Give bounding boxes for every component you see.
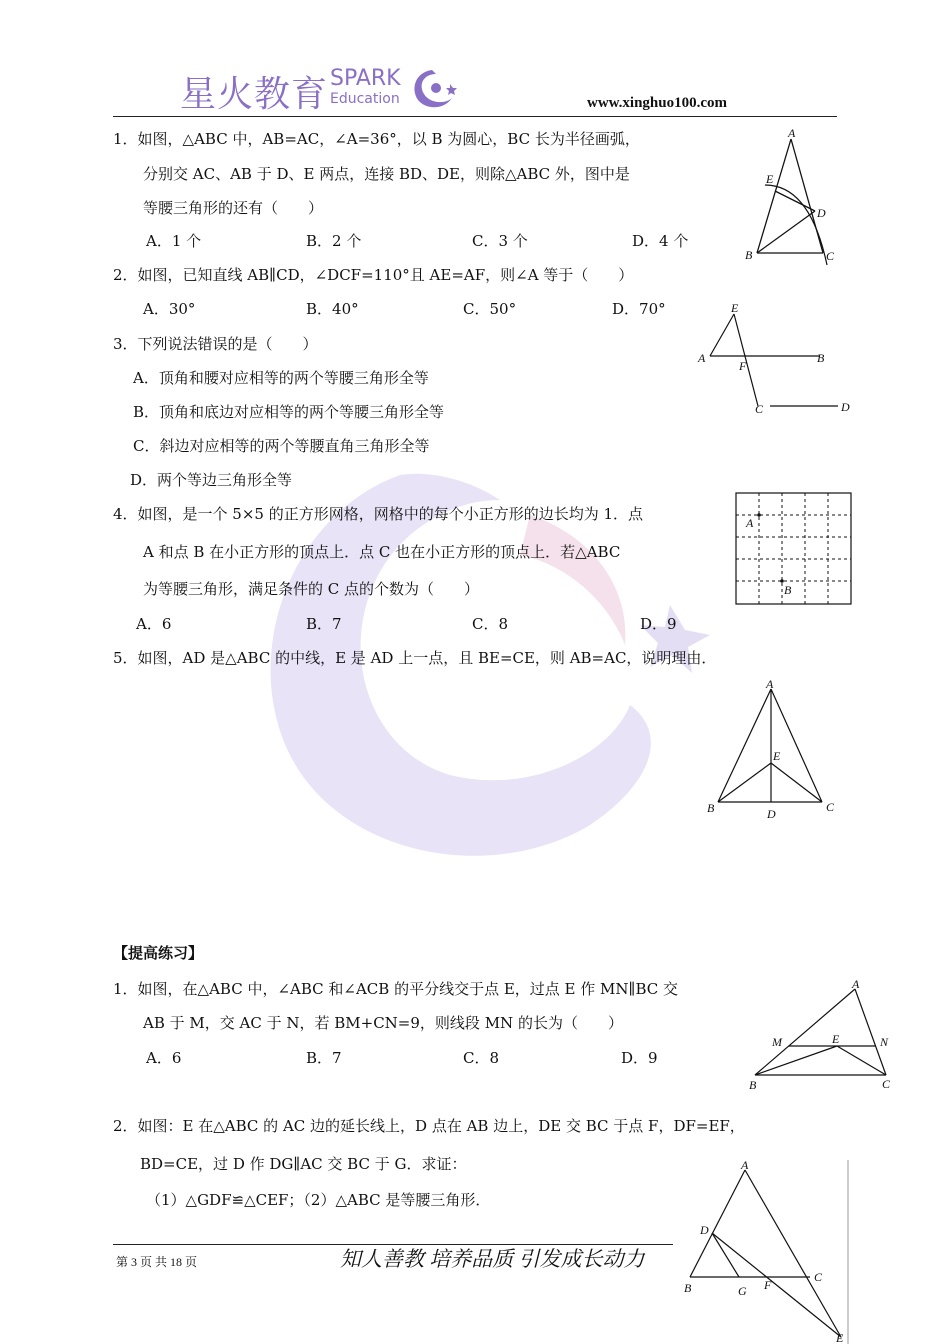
q2-option-b[interactable]: B．40° bbox=[306, 300, 359, 318]
website-url[interactable]: www.xinghuo100.com bbox=[587, 95, 728, 111]
q2-option-c[interactable]: C．50° bbox=[463, 300, 517, 318]
adv-q1-option-d[interactable]: D．9 bbox=[621, 1049, 658, 1067]
q1-option-d[interactable]: D．4 个 bbox=[632, 232, 689, 250]
adv-q2-label-a: A bbox=[741, 1158, 749, 1172]
q4-line3: 为等腰三角形，满足条件的 C 点的个数为（ ） bbox=[143, 580, 480, 598]
q1-option-b[interactable]: B．2 个 bbox=[306, 232, 362, 250]
adv-q1-line2: AB 于 M，交 AC 于 N，若 BM+CN=9，则线段 MN 的长为（ ） bbox=[143, 1014, 623, 1032]
q1-option-a[interactable]: A．1 个 bbox=[146, 232, 202, 250]
adv-q2-line2: BD=CE，过 D 作 DG∥AC 交 BC 于 G．求证： bbox=[140, 1155, 467, 1173]
adv-q1-option-b[interactable]: B．7 bbox=[306, 1049, 342, 1067]
q4-option-b[interactable]: B．7 bbox=[306, 615, 342, 633]
adv-q2-label-e: E bbox=[836, 1331, 844, 1344]
q2-label-c: C bbox=[755, 402, 764, 416]
q3-option-d[interactable]: D．两个等边三角形全等 bbox=[130, 471, 293, 489]
q2-label-f: F bbox=[739, 359, 747, 373]
footer-slogan: 知人善教 培养品质 引发成长动力 bbox=[340, 1247, 645, 1271]
header-divider bbox=[113, 116, 837, 117]
spark-swirl-icon bbox=[406, 66, 458, 112]
logo-chinese: 星火教育 bbox=[180, 74, 329, 115]
q1-line3: 等腰三角形的还有（ ） bbox=[143, 199, 324, 217]
q4-line2: A 和点 B 在小正方形的顶点上．点 C 也在小正方形的顶点上．若△ABC bbox=[143, 543, 621, 561]
q3-option-b[interactable]: B．顶角和底边对应相等的两个等腰三角形全等 bbox=[133, 403, 445, 421]
q2-label-b: B bbox=[817, 351, 825, 365]
q1-line2: 分别交 AC、AB 于 D、E 两点，连接 BD、DE，则除△ABC 外，图中是 bbox=[143, 165, 630, 183]
q1-option-c[interactable]: C．3 个 bbox=[472, 232, 528, 250]
adv-q2-line3: （1）△GDF≌△CEF；（2）△ABC 是等腰三角形． bbox=[146, 1191, 491, 1209]
q5-figure bbox=[700, 675, 845, 825]
q1-label-c: C bbox=[826, 249, 835, 263]
q1-figure bbox=[735, 125, 845, 270]
q4-label-b: B bbox=[784, 583, 792, 597]
q1-label-d: D bbox=[817, 206, 826, 220]
q1-label-e: E bbox=[766, 172, 774, 186]
logo-spark: SPARK bbox=[330, 66, 401, 91]
adv-q2-label-f: F bbox=[764, 1278, 772, 1292]
q2-label-a: A bbox=[698, 351, 706, 365]
q4-grid-figure bbox=[733, 490, 855, 608]
q4-option-d[interactable]: D．9 bbox=[640, 615, 677, 633]
logo-education: Education bbox=[330, 91, 400, 107]
adv-q1-figure bbox=[745, 975, 900, 1095]
q4-option-c[interactable]: C．8 bbox=[472, 615, 509, 633]
adv-q2-line1: 2．如图：E 在△ABC 的 AC 边的延长线上，D 点在 AB 边上，DE 交 BC 于点 F，DF=EF， bbox=[113, 1117, 745, 1135]
q2-option-a[interactable]: A．30° bbox=[143, 300, 196, 318]
q1-label-b: B bbox=[745, 248, 753, 262]
adv-q1-label-b: B bbox=[749, 1078, 757, 1092]
q5-label-b: B bbox=[707, 801, 715, 815]
section-title-advanced: 【提高练习】 bbox=[113, 944, 204, 962]
q5-label-d: D bbox=[767, 807, 776, 821]
adv-q2-label-c: C bbox=[814, 1270, 823, 1284]
page-number: 第 3 页 共 18 页 bbox=[116, 1255, 198, 1269]
adv-q1-label-m: M bbox=[772, 1035, 782, 1049]
adv-q1-label-e: E bbox=[832, 1032, 840, 1046]
adv-q2-label-g: G bbox=[738, 1284, 747, 1298]
q5-line1: 5．如图，AD 是△ABC 的中线，E 是 AD 上一点，且 BE=CE，则 AB=AC，说明理由． bbox=[113, 649, 717, 667]
adv-q1-label-c: C bbox=[882, 1077, 891, 1091]
q4-option-a[interactable]: A．6 bbox=[136, 615, 172, 633]
q2-figure bbox=[690, 300, 860, 425]
q5-label-c: C bbox=[826, 800, 835, 814]
q1-line1: 1．如图，△ABC 中，AB=AC，∠A=36°，以 B 为圆心，BC 长为半径画弧， bbox=[113, 130, 640, 148]
adv-q2-label-d: D bbox=[700, 1223, 709, 1237]
q3-option-c[interactable]: C．斜边对应相等的两个等腰直角三角形全等 bbox=[133, 437, 430, 455]
adv-q1-option-a[interactable]: A．6 bbox=[146, 1049, 182, 1067]
adv-q2-label-b: B bbox=[684, 1281, 692, 1295]
q5-label-e: E bbox=[773, 749, 781, 763]
q2-label-e: E bbox=[731, 301, 739, 315]
q4-line1: 4．如图，是一个 5×5 的正方形网格，网格中的每个小正方形的边长均为 1．点 bbox=[113, 505, 644, 523]
adv-q1-label-n: N bbox=[880, 1035, 889, 1049]
q3-option-a[interactable]: A．顶角和腰对应相等的两个等腰三角形全等 bbox=[133, 369, 429, 387]
adv-q1-line1: 1．如图，在△ABC 中，∠ABC 和∠ACB 的平分线交于点 E，过点 E 作 MN∥BC 交 bbox=[113, 980, 679, 998]
q2-option-d[interactable]: D．70° bbox=[612, 300, 666, 318]
q2-label-d: D bbox=[841, 400, 850, 414]
q2-line1: 2．如图，已知直线 AB∥CD，∠DCF=110°且 AE=AF，则∠A 等于（ ） bbox=[113, 266, 634, 284]
adv-q1-label-a: A bbox=[852, 977, 860, 991]
q5-label-a: A bbox=[766, 677, 774, 691]
adv-q1-option-c[interactable]: C．8 bbox=[463, 1049, 500, 1067]
q4-label-a: A bbox=[746, 516, 754, 530]
q3-line1: 3．下列说法错误的是（ ） bbox=[113, 335, 318, 353]
q1-label-a: A bbox=[788, 126, 796, 140]
adv-q2-figure bbox=[680, 1155, 855, 1344]
